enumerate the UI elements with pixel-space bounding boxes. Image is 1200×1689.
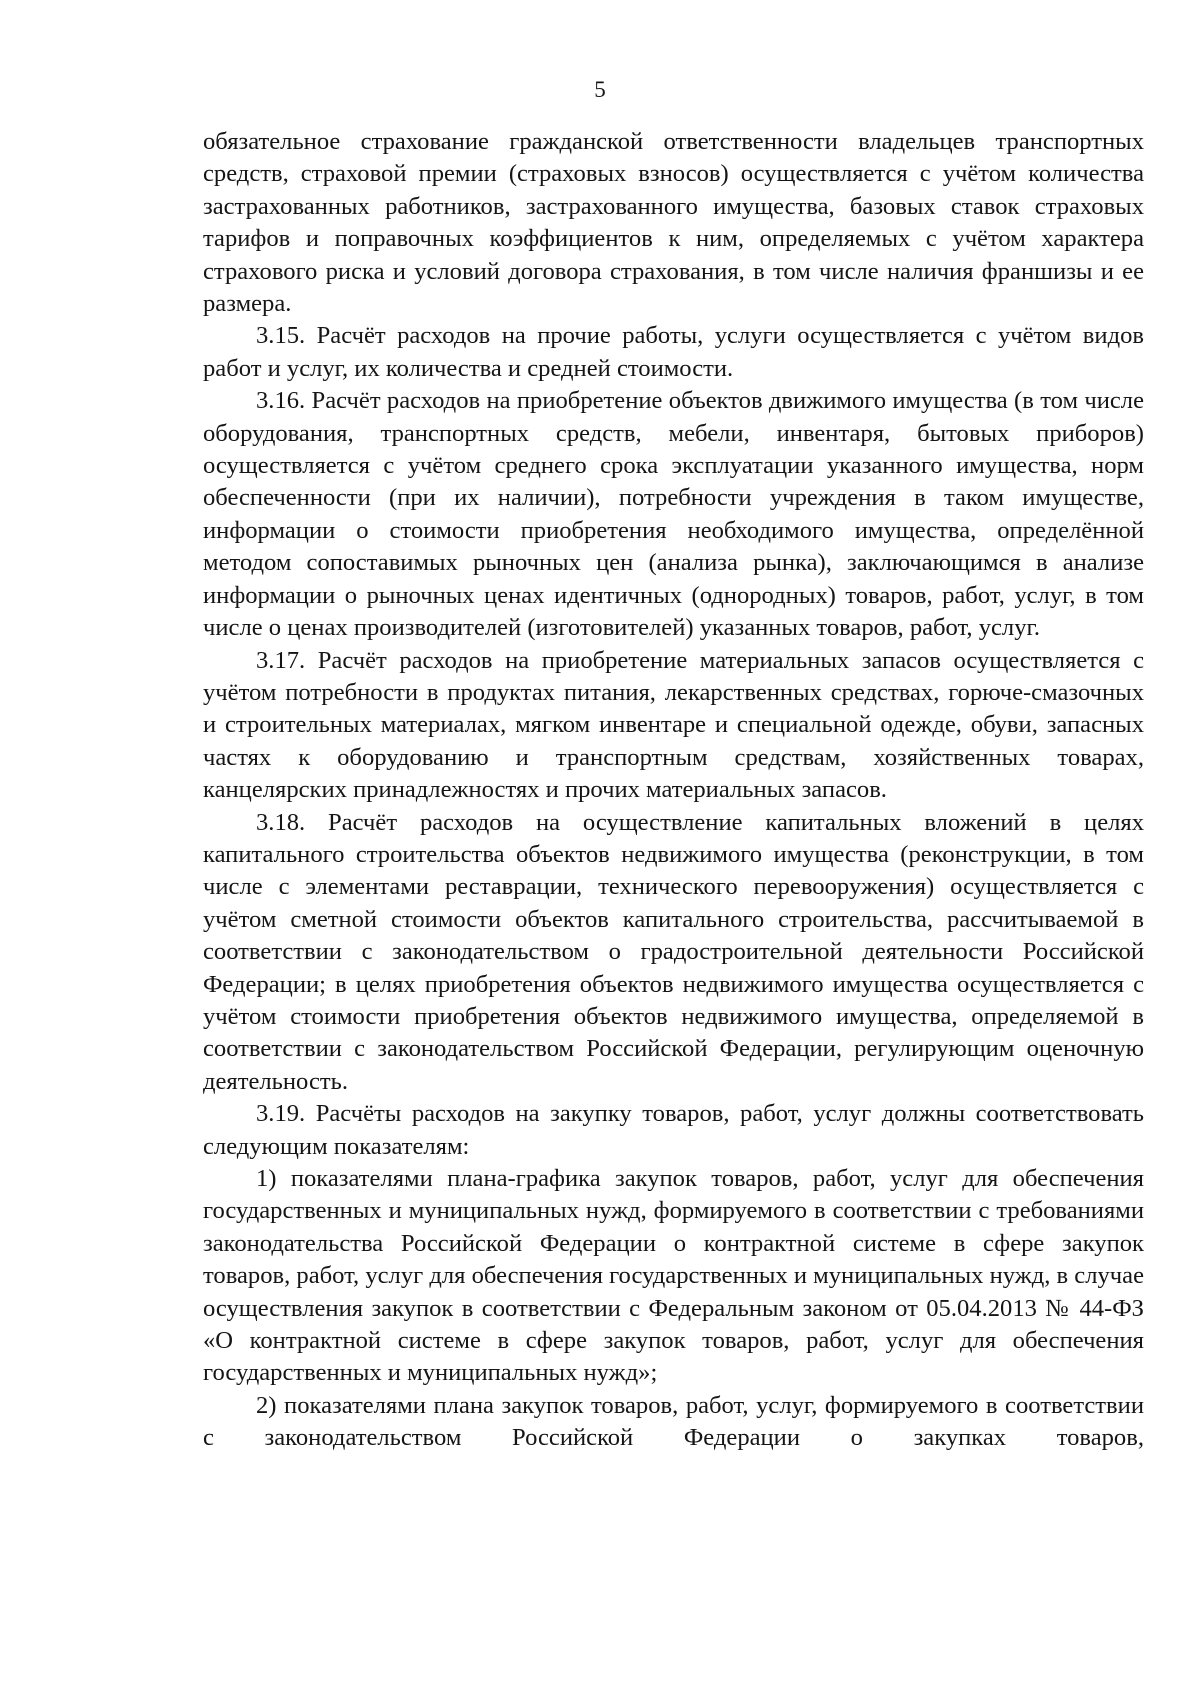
document-body [203,126,1144,1455]
paragraph-3-19: 3.19. Расчёты расходов на закупку товаров, работ, услуг должны соответствовать следующим показателям: [203,1100,1144,1160]
page-number: 5 [594,77,606,102]
paragraph-3-17: 3.17. Расчёт расходов на приобретение материальных запасов осуществляется с учётом потребности в продуктах питания, лекарственных средствах, горюче-смазочных и строительных материалах, мягком инвентаре и специальной одежде, обуви, запасных частях к оборудованию и транспортным средствам, хозяйственных товарах, канцелярских принадлежностях и прочих материальных запасов. [203,646,1144,804]
paragraph-3-15: 3.15. Расчёт расходов на прочие работы, услуги осуществляется с учётом видов работ и услуг, их количества и средней стоимости. [203,322,1144,382]
paragraph-continued: обязательное страхование гражданской ответственности владельцев транспортных средств, страховой премии (страховых взносов) осуществляется с учётом количества застрахованных работников, застрахованного имущества, базовых ставок страховых тарифов и поправочных коэффициентов к ним, определяемых с учётом характера страхового риска и условий договора страхования, в том числе наличия франшизы и ее размера. [203,128,1144,318]
list-item-1: 1) показателями плана-графика закупок товаров, работ, услуг для обеспечения государственных и муниципальных нужд, формируемого в соответствии с требованиями законодательства Российской Федерации о контрактной системе в сфере закупок товаров, работ, услуг для обеспечения государственных и муниципальных нужд, в случае осуществления закупок в соответствии с Федеральным законом от 05.04.2013 № 44-ФЗ «О контрактной системе в сфере закупок товаров, работ, услуг для обеспечения государственных и муниципальных нужд»; [203,1165,1144,1387]
paragraph-3-16: 3.16. Расчёт расходов на приобретение объектов движимого имущества (в том числе оборудования, транспортных средств, мебели, инвентаря, бытовых приборов) осуществляется с учётом среднего срока эксплуатации указанного имущества, норм обеспеченности (при их наличии), потребности учреждения в таком имуществе, информации о стоимости приобретения необходимого имущества, определённой методом сопоставимых рыночных цен (анализа рынка), заключающимся в анализе информации о рыночных ценах идентичных (однородных) товаров, работ, услуг, в том числе о ценах производителей (изготовителей) указанных товаров, работ, услуг. [203,387,1144,642]
list-item-2: 2) показателями плана закупок товаров, работ, услуг, формируемого в соответствии с законодательством Российской Федерации о закупках товаров, [203,1391,1144,1452]
paragraph-3-18: 3.18. Расчёт расходов на осуществление капитальных вложений в целях капитального строительства объектов недвижимого имущества (реконструкции, в том числе с элементами реставрации, технического перевооружения) осуществляется с учётом сметной стоимости объектов капитального строительства, рассчитываемой в соответствии с законодательством о градостроительной деятельности Российской Федерации; в целях приобретения объектов недвижимого имущества осуществляется с учётом стоимости приобретения объектов недвижимого имущества, определяемой в соответствии с законодательством Российской Федерации, регулирующим оценочную деятельность. [203,808,1144,1095]
